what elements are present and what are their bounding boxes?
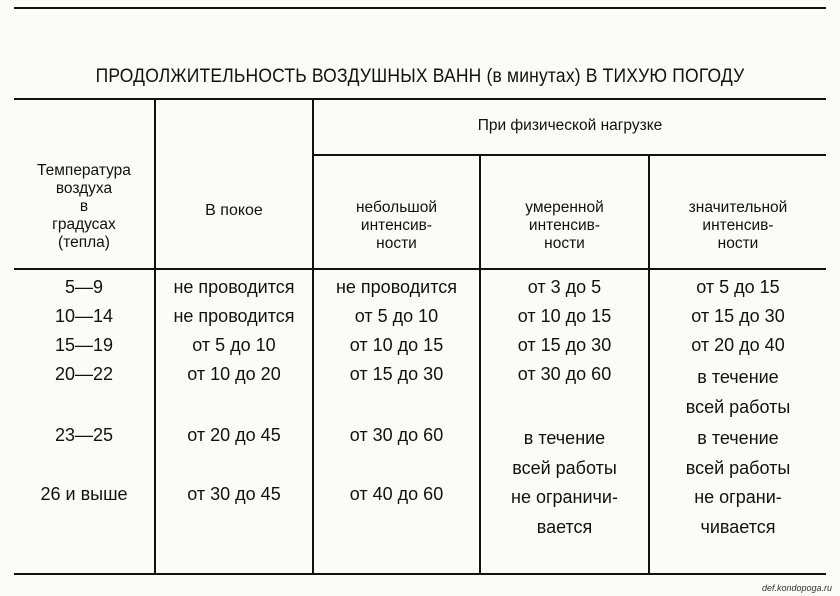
table-bottom-rule [14, 573, 826, 575]
cell-temperature: 5—9 [64, 277, 104, 297]
cell-rest: от 30 до 45 [187, 484, 281, 504]
header-rest: В покое [205, 202, 263, 219]
cell-rest: от 20 до 45 [187, 425, 281, 445]
cell-light: от 15 до 30 [349, 364, 444, 384]
cell-moderate: от 10 до 15 [517, 306, 612, 326]
cell-temperature: 26 и выше [40, 484, 128, 504]
cell-moderate: в течение всей работы [512, 428, 617, 478]
header-bottom-rule [14, 268, 826, 270]
table-title: ПРОДОЛЖИТЕЛЬНОСТЬ ВОЗДУШНЫХ ВАНН (в минутах) В ТИХУЮ ПОГОДУ [95, 66, 745, 87]
cell-light: от 10 до 15 [349, 335, 444, 355]
cell-rest: от 10 до 20 [187, 364, 281, 384]
group-header-rule [313, 154, 826, 156]
cell-moderate: от 15 до 30 [517, 335, 612, 355]
cell-temperature: 23—25 [54, 425, 114, 445]
header-temperature: Температура воздуха в градусах (тепла) [37, 162, 131, 251]
cell-light: не проводится [335, 277, 458, 297]
cell-moderate: от 30 до 60 [517, 364, 612, 384]
cell-light: от 40 до 60 [349, 484, 444, 504]
header-significant-intensity: значительной интенсив- ности [688, 199, 788, 252]
cell-light: от 30 до 60 [349, 425, 444, 445]
cell-temperature: 15—19 [54, 335, 114, 355]
cell-significant: в течение всей работы [685, 367, 791, 417]
cell-rest: не проводится [173, 277, 295, 297]
header-light-intensity: небольшой интенсив- ности [356, 199, 437, 252]
source-credit: def.kondopoga.ru [761, 583, 832, 593]
cell-significant: не ограни- чивается [694, 487, 782, 537]
cell-moderate: не ограничи- вается [511, 487, 618, 537]
cell-significant: от 5 до 15 [696, 277, 780, 297]
cell-temperature: 20—22 [54, 364, 114, 384]
cell-rest: не проводится [173, 306, 295, 326]
cell-rest: от 5 до 10 [192, 335, 276, 355]
header-exercise-group: При физической нагрузке [477, 117, 663, 134]
cell-significant: от 15 до 30 [691, 306, 785, 326]
cell-temperature: 10—14 [54, 306, 114, 326]
header-moderate-intensity: умеренной интенсив- ности [525, 199, 604, 252]
cell-significant: от 20 до 40 [691, 335, 785, 355]
cell-significant: в течение всей работы [685, 428, 791, 478]
cell-moderate: от 3 до 5 [527, 277, 602, 297]
header-top-rule [14, 98, 826, 100]
cell-light: от 5 до 10 [354, 306, 439, 326]
top-rule [14, 7, 826, 9]
